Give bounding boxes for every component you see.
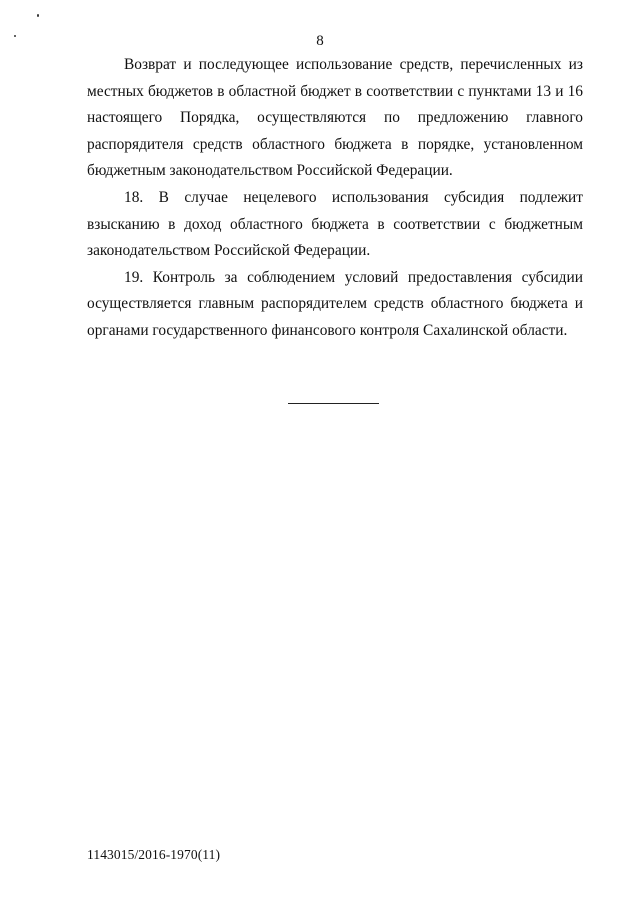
paragraph-18-misuse-of-subsidy: 18. В случае нецелевого использования субсидия подлежит взысканию в доход областного бюджета в соответствии с бюджетным законодательством Российской Федерации.	[87, 188, 583, 260]
closing-separator-line	[288, 403, 379, 404]
document-body	[87, 52, 583, 345]
paragraph-return-of-funds: Возврат и последующее использование средств, перечисленных из местных бюджетов в областной бюджет в соответствии с пунктами 13 и 16 настоящего Порядка, осуществляются по предложению главного распорядителя средств областного бюджета в порядке, установленном бюджетным законодательством Российской Федерации.	[87, 56, 583, 180]
document-code: 1143015/2016-1970(11)	[87, 847, 221, 862]
paragraph-19-control: 19. Контроль за соблюдением условий предоставления субсидии осуществляется главным распорядителем средств областного бюджета и органами государственного финансового контроля Сахалинской области.	[87, 268, 583, 339]
page-number: 8	[316, 33, 324, 49]
scan-speck	[37, 14, 39, 17]
